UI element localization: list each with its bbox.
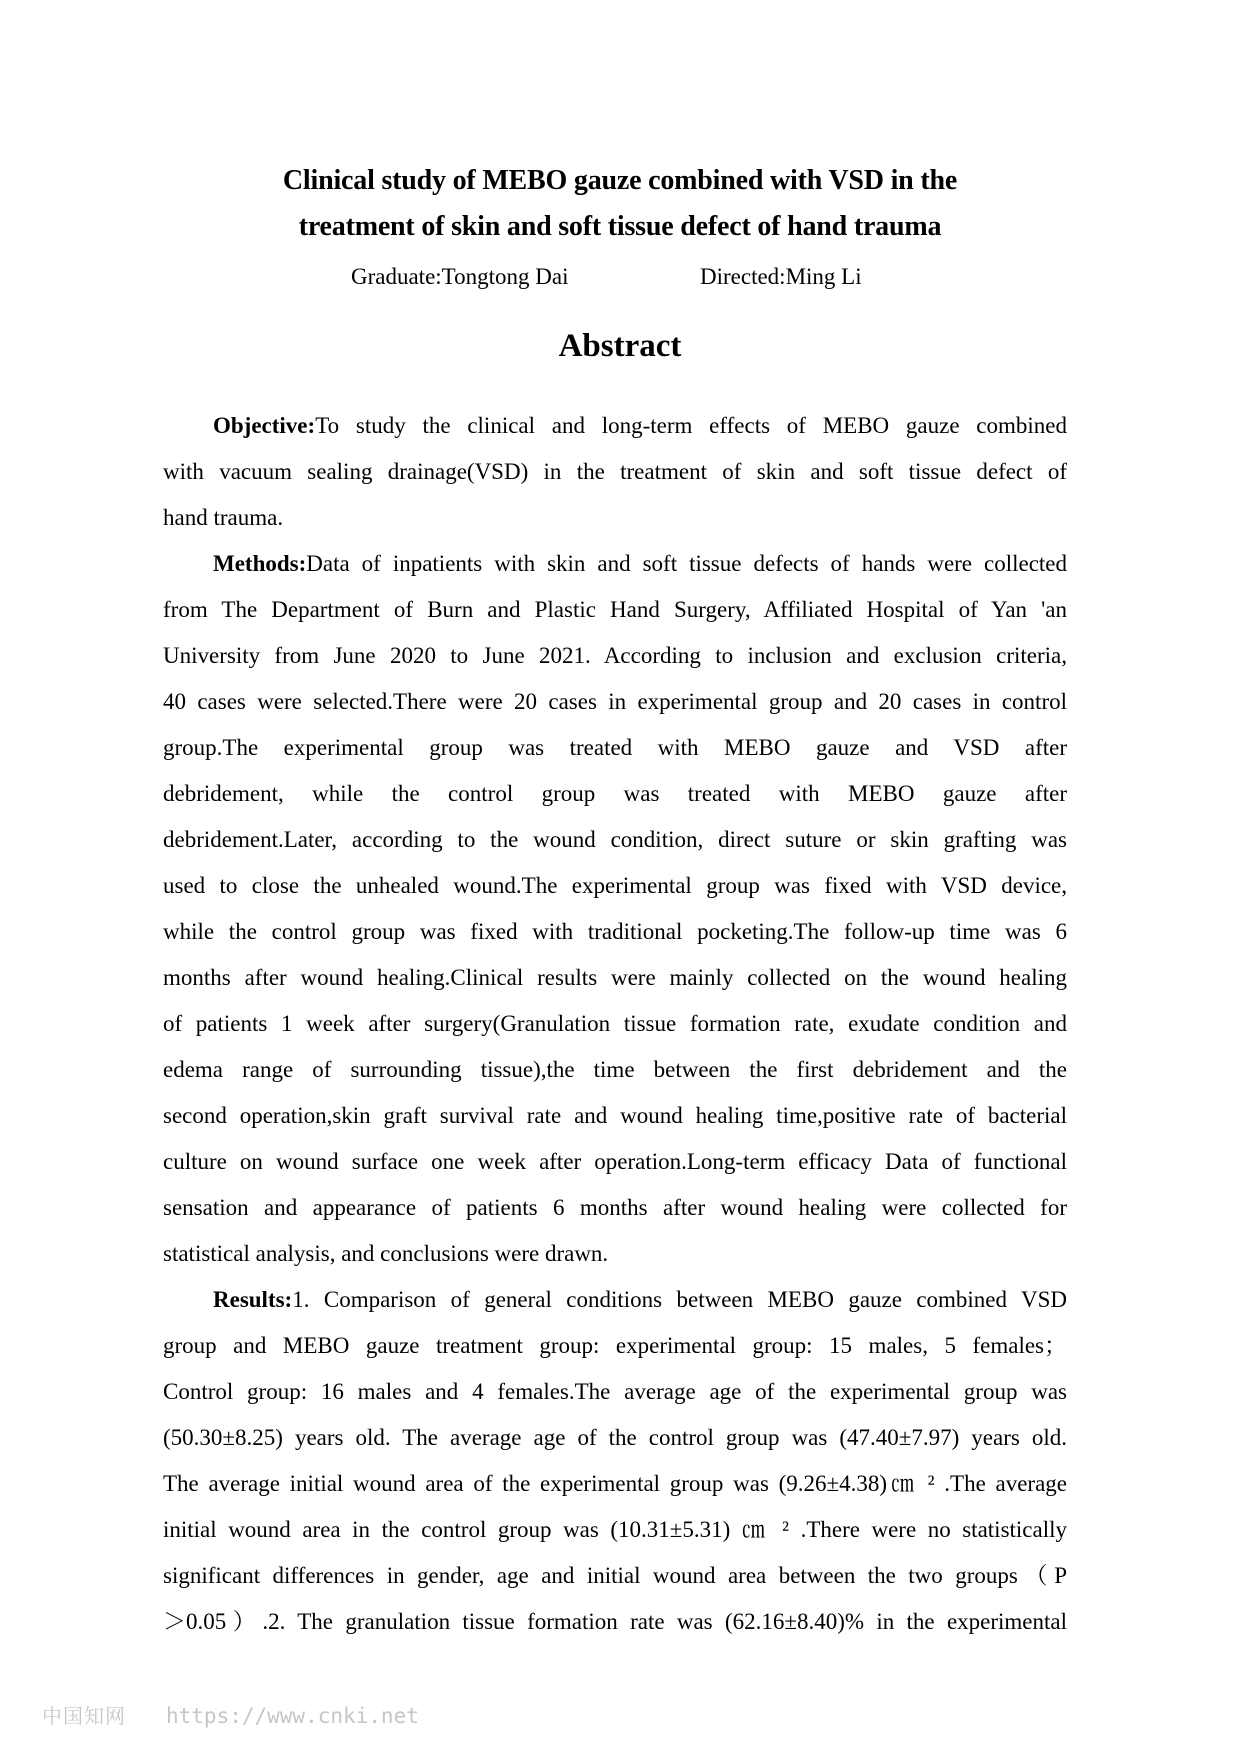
title-line-1: Clinical study of MEBO gauze combined with VSD in the [282,165,958,196]
results-line: significant differences in gender, age and initial wound area between the two groups（P [163,1563,1067,1588]
methods-line: debridement.Later, according to the wound condition, direct suture or skin grafting was [163,827,1067,852]
results-line: The average initial wound area of the experimental group was (9.26±4.38)㎝ ² .The average [163,1471,1067,1496]
methods-line: University from June 2020 to June 2021. According to inclusion and exclusion criteria, [163,643,1067,668]
methods-line: 40 cases were selected.There were 20 cases in experimental group and 20 cases in control [163,689,1067,714]
objective-line: hand trauma. [163,505,284,530]
methods-line: second operation,skin graft survival rate and wound healing time,positive rate of bacterial [163,1103,1067,1128]
results-line: Control group: 16 males and 4 females.The average age of the experimental group was [163,1379,1067,1404]
cnki-logo-text: 中国知网 [42,1704,126,1728]
methods-line: while the control group was fixed with traditional pocketing.The follow-up time was 6 [163,919,1067,944]
objective-line: with vacuum sealing drainage(VSD) in the treatment of skin and soft tissue defect of [163,459,1067,484]
objective-label: Objective: [213,413,316,438]
methods-line: edema range of surrounding tissue),the time between the first debridement and the [163,1057,1067,1082]
methods-line: statistical analysis, and conclusions were drawn. [163,1241,609,1266]
methods-line: culture on wound surface one week after operation.Long-term efficacy Data of functional [163,1149,1067,1174]
author-line [0,264,1240,294]
cnki-url: https://www.cnki.net [166,1704,419,1728]
methods-line: debridement, while the control group was treated with MEBO gauze after [163,781,1067,806]
paper-title [150,158,1090,250]
objective-line [213,403,1067,449]
methods-line: months after wound healing.Clinical results were mainly collected on the wound healing [163,965,1067,990]
methods-line: from The Department of Burn and Plastic Hand Surgery, Affiliated Hospital of Yan 'an [163,597,1067,622]
methods-line: group.The experimental group was treated with MEBO gauze and VSD after [163,735,1067,760]
results-line: initial wound area in the control group was (10.31±5.31) ㎝ ² .There were no statistically [163,1517,1067,1542]
methods-line: sensation and appearance of patients 6 months after wound healing were collected for [163,1195,1067,1220]
methods-line: of patients 1 week after surgery(Granulation tissue formation rate, exudate condition and [163,1011,1067,1036]
methods-label: Methods: [213,551,307,576]
director-name: Directed:Ming Li [700,264,862,289]
results-line: ＞0.05）.2. The granulation tissue formation rate was (62.16±8.40)% in the experimental [163,1609,1067,1634]
objective-text: To study the clinical and long-term effects of MEBO gauze combined [315,413,1067,438]
methods-line: used to close the unhealed wound.The experimental group was fixed with VSD device, [163,873,1067,898]
results-line: group and MEBO gauze treatment group: experimental group: 15 males, 5 females； [163,1333,1067,1358]
results-line: (50.30±8.25) years old. The average age of the control group was (47.40±7.97) years old. [163,1425,1067,1450]
cnki-watermark [42,1700,419,1734]
results-line [213,1277,1067,1323]
title-line-2: treatment of skin and soft tissue defect of hand trauma [298,211,942,242]
methods-line [213,541,1067,587]
graduate-name: Graduate:Tongtong Dai [351,264,569,289]
results-label: Results: [213,1287,293,1312]
methods-text: Data of inpatients with skin and soft tissue defects of hands were collected [306,551,1067,576]
results-text: 1. Comparison of general conditions between MEBO gauze combined VSD [292,1287,1067,1312]
abstract-heading: Abstract [558,328,682,364]
